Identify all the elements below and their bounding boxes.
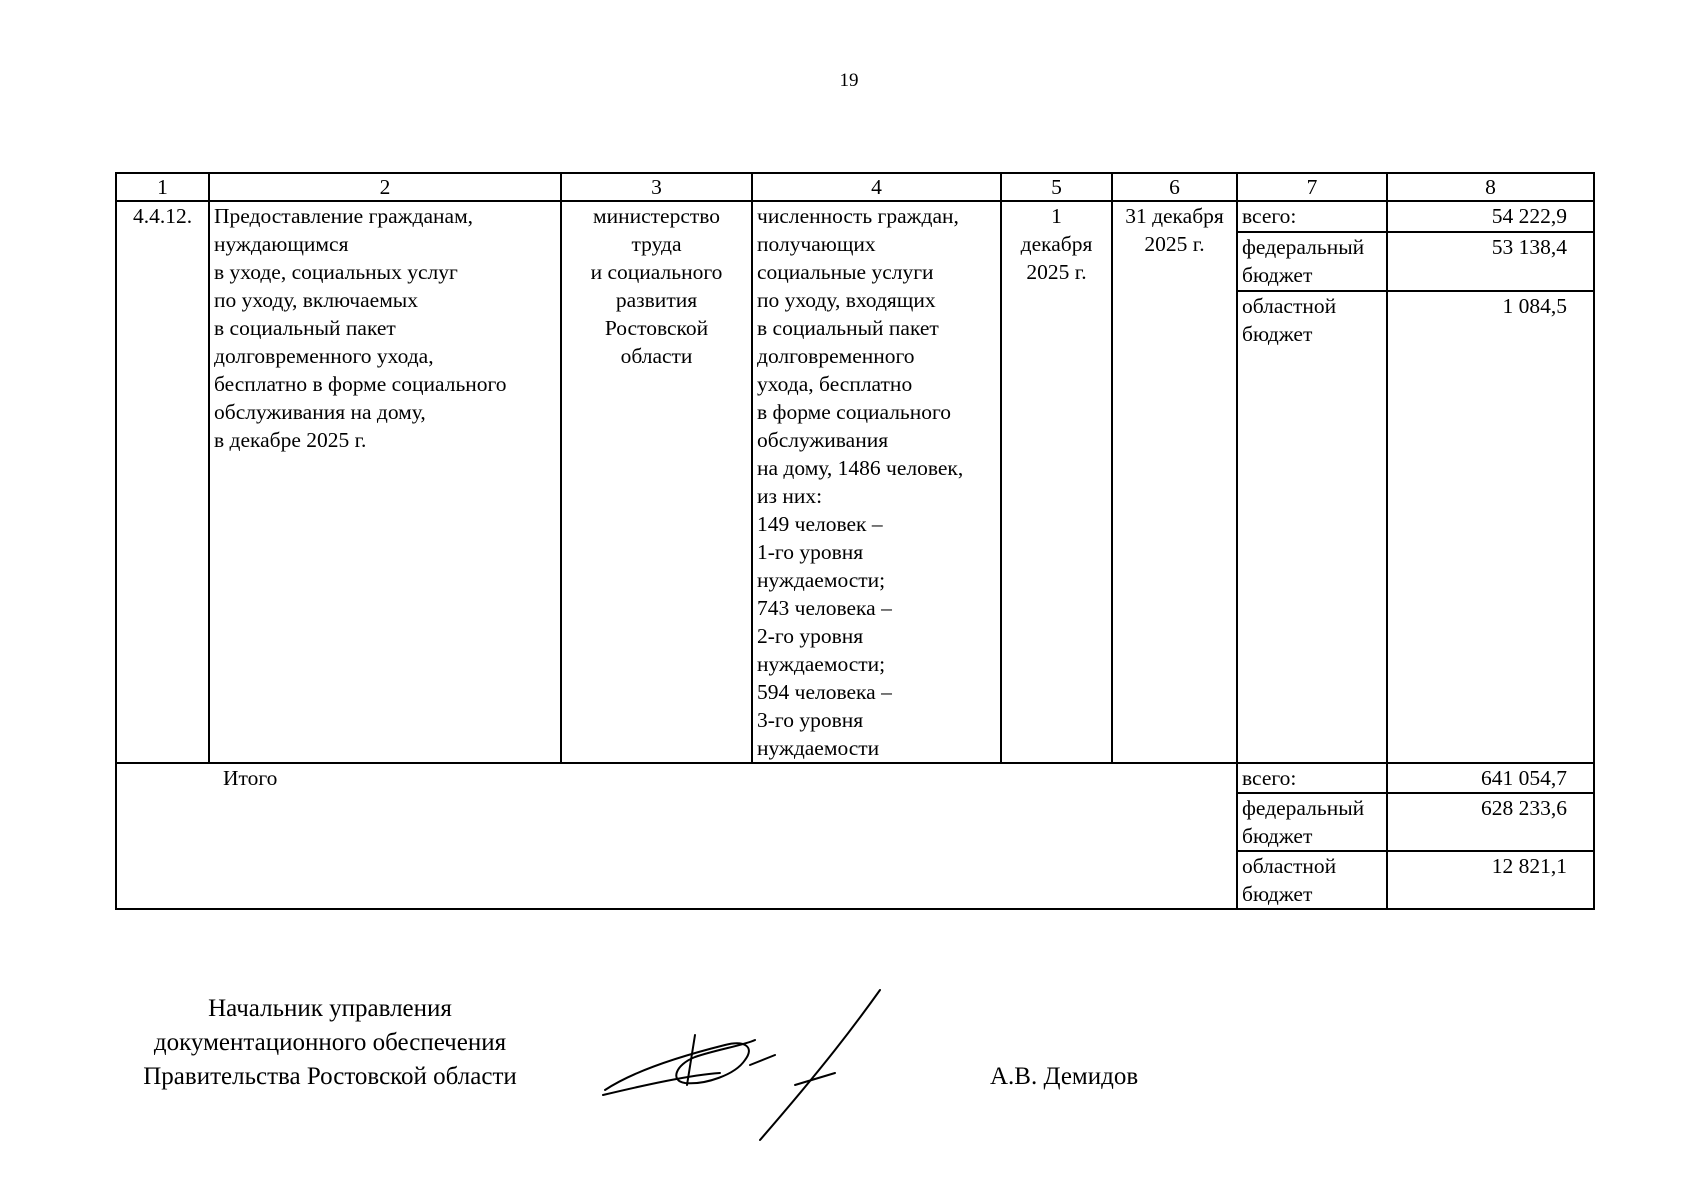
funding-amount: 1 084,5 xyxy=(1387,291,1594,763)
indicator-line: социальные услуги xyxy=(757,260,934,284)
indicator-line: в социальный пакет xyxy=(757,316,939,340)
header-cell: 4 xyxy=(752,173,1001,201)
header-cell: 1 xyxy=(116,173,209,201)
total-funding-amount: 641 054,7 xyxy=(1387,763,1594,793)
indicator-line: нуждаемости xyxy=(757,736,880,760)
total-funding-source xyxy=(1237,763,1387,793)
measure-name-line: в социальный пакет xyxy=(214,316,396,340)
funding-source-line: федеральный xyxy=(1242,234,1365,259)
indicator-line: на дому, 1486 человек, xyxy=(757,456,964,480)
measure-name-line: бесплатно в форме социального xyxy=(214,372,507,396)
end-date xyxy=(1112,201,1237,763)
indicator-line: из них: xyxy=(757,484,823,508)
header-cell: 6 xyxy=(1112,173,1237,201)
indicator-line: 1-го уровня xyxy=(757,540,864,564)
funding-source-line: бюджет xyxy=(1242,262,1313,287)
signatory-position-line: документационного обеспечения xyxy=(153,1029,507,1056)
table-row xyxy=(116,201,1594,232)
program-table xyxy=(115,172,1595,910)
funding-source-line: всего: xyxy=(1242,204,1297,228)
indicator-line: обслуживания xyxy=(757,428,889,452)
indicator-line: ухода, бесплатно xyxy=(757,372,913,396)
funding-source-line: бюджет xyxy=(1242,882,1313,906)
measure-name-line: обслуживания на дому, xyxy=(214,400,426,424)
signatory-position-line: Правительства Ростовской области xyxy=(143,1063,517,1090)
indicator-line: 3-го уровня xyxy=(757,708,864,732)
indicator-line: долговременного xyxy=(757,344,915,368)
funding-amount: 54 222,9 xyxy=(1387,201,1594,232)
signatory-position-line: Начальник управления xyxy=(208,995,452,1022)
start-date-line: 1 xyxy=(1051,204,1062,228)
indicator xyxy=(752,201,1001,763)
start-date-line: декабря xyxy=(1020,232,1093,256)
executor-line: развития xyxy=(615,288,698,312)
indicator-line: нуждаемости; xyxy=(757,652,886,676)
start-date xyxy=(1001,201,1112,763)
indicator-line: нуждаемости; xyxy=(757,568,886,592)
signatory-name: А.В. Демидов xyxy=(990,1063,1139,1090)
funding-source xyxy=(1237,291,1387,763)
funding-amount: 53 138,4 xyxy=(1387,232,1594,291)
indicator-line: в форме социального xyxy=(757,400,952,424)
executor-line: труда xyxy=(631,232,682,256)
indicator-line: численность граждан, xyxy=(757,204,959,228)
measure-name-line: в уходе, социальных услуг xyxy=(214,260,458,284)
end-date-line: 2025 г. xyxy=(1144,232,1205,256)
total-label: Итого xyxy=(116,763,1237,909)
header-cell: 5 xyxy=(1001,173,1112,201)
total-funding-amount: 628 233,6 xyxy=(1387,793,1594,851)
funding-source-line: областной xyxy=(1242,854,1337,878)
header-row xyxy=(116,173,1594,201)
indicator-line: 594 человека – xyxy=(757,680,892,704)
executor-line: министерство xyxy=(592,204,721,228)
executor-line: области xyxy=(620,344,693,368)
header-cell: 7 xyxy=(1237,173,1387,201)
start-date-line: 2025 г. xyxy=(1026,260,1087,284)
measure-name-line: по уходу, включаемых xyxy=(214,288,418,312)
funding-source-line: всего: xyxy=(1242,766,1297,790)
funding-source-line: федеральный xyxy=(1242,796,1365,820)
indicator-line: 743 человека – xyxy=(757,596,892,620)
funding-source-line: областной xyxy=(1242,294,1337,318)
header-cell: 2 xyxy=(209,173,561,201)
executor-line: Ростовской xyxy=(604,316,709,340)
indicator-line: 2-го уровня xyxy=(757,624,864,648)
funding-source xyxy=(1237,232,1387,291)
measure-name-line: долговременного ухода, xyxy=(214,344,434,368)
measure-name-line: в декабре 2025 г. xyxy=(214,428,367,452)
handwritten-signature xyxy=(595,985,895,1145)
total-funding-source xyxy=(1237,851,1387,909)
signatory-position xyxy=(110,992,550,1094)
measure-name-line: нуждающимся xyxy=(214,232,349,256)
executor-line: и социального xyxy=(590,260,723,284)
funding-source xyxy=(1237,201,1387,232)
funding-source-line: бюджет xyxy=(1242,824,1313,848)
header-cell: 8 xyxy=(1387,173,1594,201)
header-cell: 3 xyxy=(561,173,752,201)
executor xyxy=(561,201,752,763)
indicator-line: получающих xyxy=(757,232,876,256)
row-number: 4.4.12. xyxy=(116,201,209,763)
measure-name xyxy=(209,201,561,763)
end-date-line: 31 декабря xyxy=(1125,204,1224,228)
indicator-line: 149 человек – xyxy=(757,512,883,536)
total-funding-amount: 12 821,1 xyxy=(1387,851,1594,909)
page-number: 19 xyxy=(839,70,859,91)
funding-source-line: бюджет xyxy=(1242,322,1313,346)
total-row xyxy=(116,763,1594,793)
measure-name-line: Предоставление гражданам, xyxy=(214,204,474,228)
total-funding-source xyxy=(1237,793,1387,851)
indicator-line: по уходу, входящих xyxy=(757,288,936,312)
